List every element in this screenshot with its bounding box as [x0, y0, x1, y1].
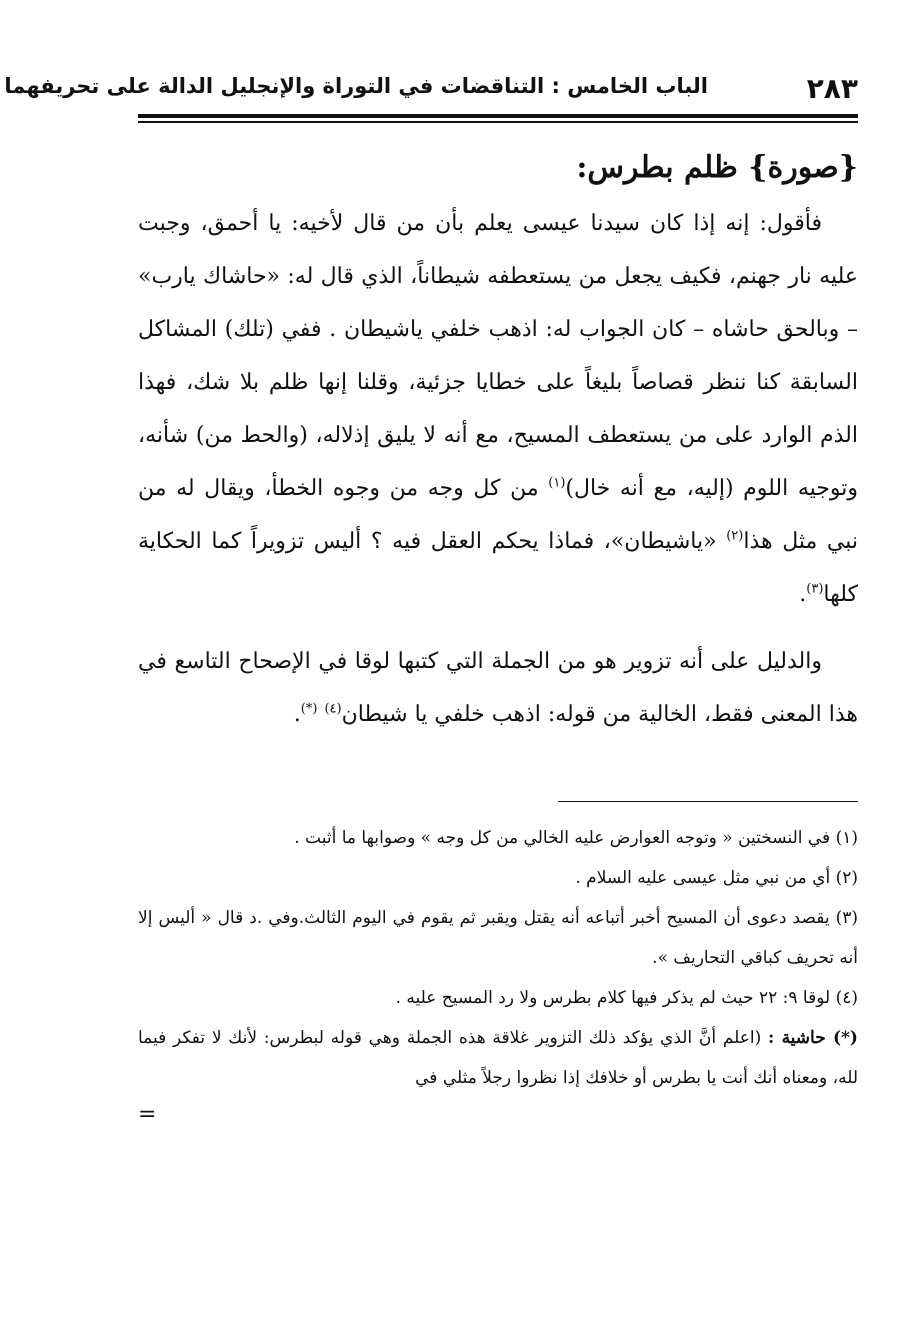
paragraph-1-text-a: فأقول: إنه إذا كان سيدنا عيسى يعلم بأن من قال لأخيه: يا أحمق، وجبت عليه نار جهنم، فكيف يجعل من يستعطفه شيطاناً، الذي قال له: «حاشاك يارب» – وبالحق حاشاه – كان الجواب له: اذهب خلفي ياشيطان . ففي (تلك) المشاكل السابقة كنا ننظر قصاصاً بليغاً على خطايا جزئية، وقلنا إنها ظلم بلا شك، فهذا الذم الوارد على من يستعطف المسيح، مع أنه لا يليق إذلاله، (والحط من) شأنه، وتوجيه اللوم (إليه، مع أنه خال) [138, 210, 859, 501]
chapter-title: الباب الخامس : التناقضات في التوراة والإنجليل الدالة على تحريفهما [4, 74, 708, 98]
footnote-2: (٢) أي من نبي مثل عيسى عليه السلام . [575, 868, 858, 888]
book-page [4, 70, 859, 1270]
paragraph-1 [138, 197, 858, 621]
footnote-ref-1: (١) [548, 475, 566, 491]
footnote-5 [138, 1018, 858, 1098]
footnote-ref-5: (*) [300, 701, 318, 717]
paragraph-1-text-b: من كل وجه من وجوه الخطأ، ويقال له من نبي مثل هذا [138, 475, 858, 554]
footnote-ref-3: (٣) [806, 581, 824, 597]
footnote-4: (٤) لوقا ٩: ٢٢ حيث لم يذكر فيها كلام بطرس ولا رد المسيح عليه . [395, 988, 858, 1008]
footnote-5-label: (*) حاشية : [768, 1028, 858, 1048]
footnote-5-text: (اعلم أنَّ الذي يؤكد ذلك التزوير غلاقة هذه الجملة وهي قوله لبطرس: لأنك لا تفكر فيما لله، ومعناه أنك أنت يا بطرس أو خلافك إذا نظروا رجلاً مثلي في [138, 1028, 858, 1088]
footnote-1: (١) في النسختين « وتوجه العوارض عليه الخالي من كل وجه » وصوابها ما أثبت . [294, 828, 858, 848]
running-header [4, 70, 858, 110]
paragraph-1-text-d: . [799, 581, 807, 607]
section-heading: {صورة} ظلم بطرس: [576, 149, 858, 185]
paragraph-2-text-c: . [293, 701, 301, 727]
footnote-ref-2: (٢) [726, 528, 744, 544]
page-number: ٢٨٣ [806, 72, 858, 105]
paragraph-2-text-a: والدليل على أنه تزوير هو من الجملة التي كتبها لوقا في الإصحاح التاسع في هذا المعنى فقط، الخالية من قوله: اذهب خلفي يا شيطان [138, 648, 858, 727]
header-rule-thin [138, 121, 858, 123]
paragraph-2 [138, 635, 858, 741]
header-rule-thick [138, 114, 858, 118]
footnote-separator [558, 801, 858, 803]
continuation-mark: = [138, 1102, 157, 1127]
footnotes [138, 818, 858, 1127]
paragraph-1-text-c: «ياشيطان»، فماذا يحكم العقل فيه ؟ أليس تزويراً كما الحكاية كلها [138, 528, 858, 607]
footnote-ref-4: (٤) [324, 701, 342, 717]
footnote-3: (٣) يقصد دعوى أن المسيح أخبر أتباعه أنه يقتل ويقبر ثم يقوم في اليوم الثالث.وفي .د قال « أليس إلا أنه تحريف كباقي التحاريف ». [138, 908, 858, 968]
